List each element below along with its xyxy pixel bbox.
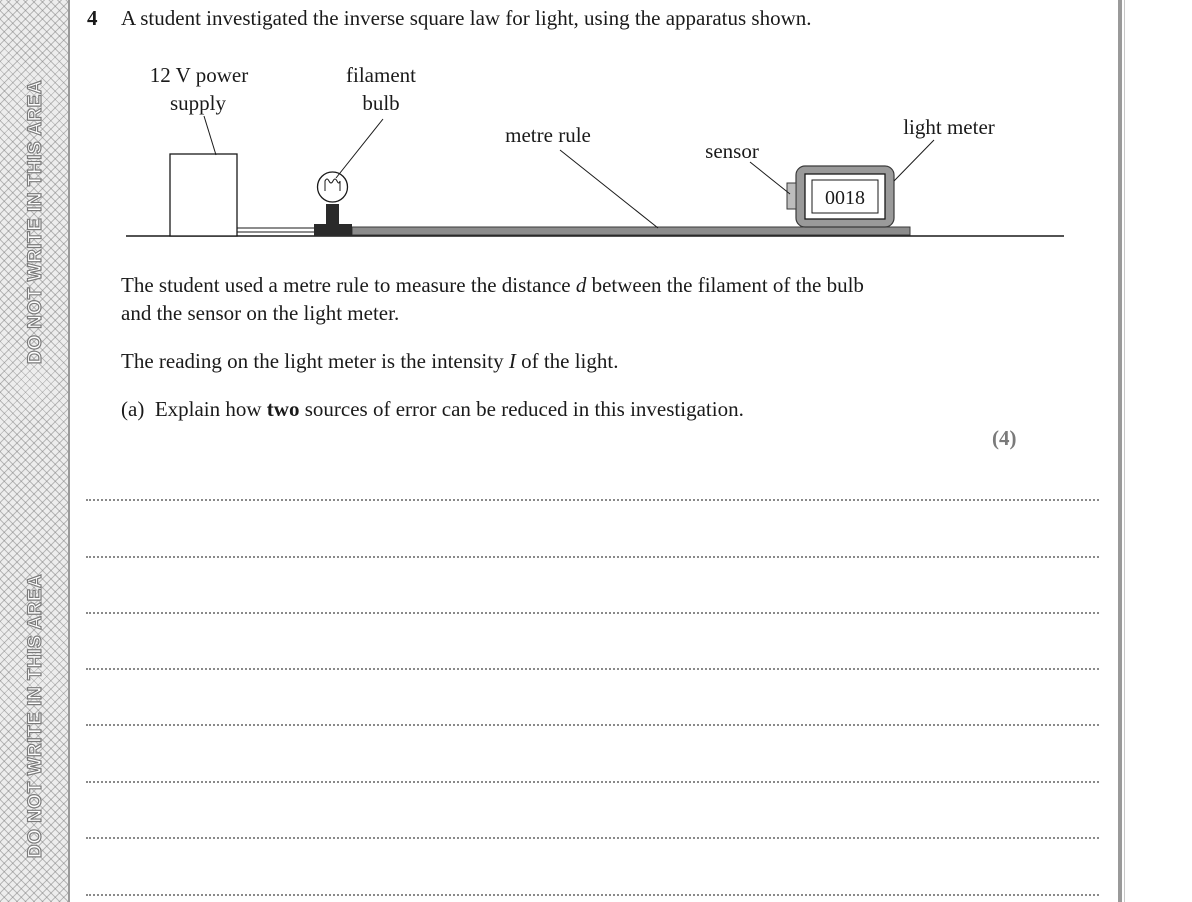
power-supply (170, 154, 237, 236)
light-meter-label: light meter (903, 115, 995, 139)
sensor-leader (750, 162, 790, 194)
answer-line[interactable] (86, 894, 1099, 896)
para2-text-b: of the light. (515, 349, 619, 373)
answer-line[interactable] (86, 499, 1099, 501)
bulb-label-line1: filament (346, 63, 416, 87)
apparatus-diagram (0, 0, 1192, 260)
question-number: 4 (87, 6, 98, 30)
para1-text-b: between the filament of the bulb (586, 273, 864, 297)
part-a-question (121, 395, 1001, 423)
answer-line[interactable] (86, 724, 1099, 726)
power-supply-label-line2: supply (169, 91, 227, 115)
question-stem: A student investigated the inverse square law for light, using the apparatus shown. (121, 6, 812, 30)
light-meter-leader (894, 140, 934, 181)
metre-rule-label: metre rule (505, 123, 591, 147)
part-a-text-b: sources of error can be reduced in this investigation. (299, 397, 744, 421)
bulb-glass (318, 172, 348, 202)
answer-line[interactable] (86, 781, 1099, 783)
sensor-label: sensor (705, 139, 759, 163)
sensor (787, 183, 796, 209)
paragraph-distance (121, 271, 1001, 327)
answer-line[interactable] (86, 837, 1099, 839)
answer-line[interactable] (86, 668, 1099, 670)
para2-text-a: The reading on the light meter is the intensity (121, 349, 509, 373)
power-supply-label-line1: 12 V power (149, 63, 249, 87)
marks-badge: (4) (992, 426, 1017, 450)
variable-I: I (508, 349, 516, 373)
paragraph-intensity (121, 347, 1001, 375)
variable-d: d (575, 273, 587, 297)
bulb-leader (336, 119, 383, 178)
margin-warning-bottom: DO NOT WRITE IN THIS AREA (25, 573, 46, 859)
metre-rule-leader (560, 150, 658, 228)
part-a-label: (a) (121, 397, 145, 421)
para1-text-a: The student used a metre rule to measure the distance (121, 273, 576, 297)
bulb-stem (326, 204, 339, 226)
answer-line[interactable] (86, 612, 1099, 614)
part-a-bold: two (266, 397, 300, 421)
para1-line2: and the sensor on the light meter. (121, 301, 400, 325)
bulb-label-line2: bulb (362, 91, 400, 115)
margin-warning-top: DO NOT WRITE IN THIS AREA (25, 79, 46, 365)
metre-rule (352, 227, 910, 235)
part-a-text-a: Explain how (154, 397, 267, 421)
meter-reading: 0018 (825, 187, 865, 209)
answer-line[interactable] (86, 556, 1099, 558)
power-supply-leader (204, 116, 216, 155)
